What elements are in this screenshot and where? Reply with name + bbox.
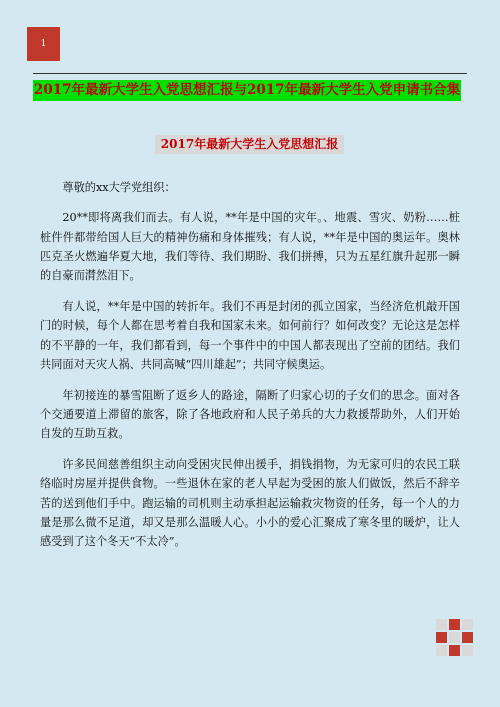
document-main-title: 2017年最新大学生入党思想汇报与2017年最新大学生入党申请书合集 — [33, 80, 461, 101]
deco-square — [449, 619, 460, 630]
salutation: 尊敬的xx大学党组织： — [62, 181, 176, 194]
deco-square — [462, 619, 473, 630]
document-sub-title: 2017年最新大学生入党思想汇报 — [155, 135, 344, 154]
deco-square — [449, 632, 460, 643]
paragraph-4: 许多民间慈善组织主动向受困灾民伸出援手，捐钱捐物，为无家可归的农民工联络临时房屋并提供食物。一些退休在家的老人早起为受困的旅人们做饭，然后不辞辛苦的送到他们手中。跑运输的司机则主动承担起运输救灾物资的任务，每一个人的力量是那么微不足道，却又是那么温暖人心。小小的爱心汇聚成了寒冬里的暖炉，让人感受到了这个冬天“不太冷”。 — [40, 458, 460, 549]
deco-square — [462, 645, 473, 656]
page-number: 1 — [40, 39, 47, 49]
paragraph-1: 20**即将离我们而去。有人说，**年是中国的灾年。、地震、雪灾、奶粉……桩桩件件都带给国人巨大的精神伤痛和身体摧残；有人说，**年是中国的奥运年。奥林匹克圣火燃遍华夏大地，我们等待、我们期盼、我们拼搏，只为五星红旗升起那一瞬的自豪而潸然泪下。 — [40, 211, 460, 283]
decorative-squares-icon — [436, 619, 473, 656]
deco-square — [449, 645, 460, 656]
document-body — [40, 178, 460, 563]
deco-square — [436, 632, 447, 643]
paragraph-2: 有人说，**年是中国的转折年。我们不再是封闭的孤立国家，当经济危机敲开国门的时候，每个人都在思考着自我和国家未来。如何前行？如何改变？无论这是怎样的不平静的一年，我们都看到，每一个事件中的中国人都表现出了空前的团结。我们共同面对天灾人祸、共同高喊“四川雄起”；共同守候奥运。 — [40, 299, 460, 371]
paragraph-3: 年初接连的暴雪阻断了返乡人的路途，隔断了归家心切的子女们的思念。面对各个交通要道上滞留的旅客，除了各地政府和人民子弟兵的大力救援帮助外，人们开始自发的互助互救。 — [40, 388, 460, 441]
page-number-badge — [27, 27, 60, 61]
header-divider — [33, 73, 467, 74]
deco-square — [436, 645, 447, 656]
deco-square — [462, 632, 473, 643]
deco-square — [436, 619, 447, 630]
